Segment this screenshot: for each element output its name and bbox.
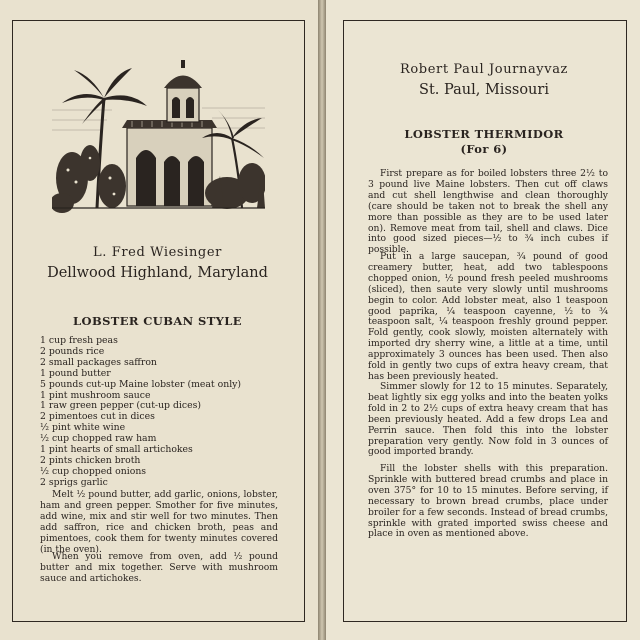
right-method-paragraph: Simmer slowly for 12 to 15 minutes. Separately, beat lightly six egg yolks and into the beaten yolks fold in 2 to 2½ cups of extra heavy cream that has been previously heated. Add a few drops Lea and Perrin sauce. Then fold this into the lobster preparation very gently. Now fold in 3 ounces of good imported brandy. (368, 381, 608, 458)
left-author-name: L. Fred Wiesinger (93, 245, 222, 260)
ingredient-item: 1 raw green pepper (cut-up dices) (40, 400, 201, 412)
ingredient-list (40, 336, 280, 489)
ingredient-item: 2 pints chicken broth (40, 454, 141, 466)
ingredient-item: 2 pounds rice (40, 345, 105, 357)
left-author-place: Dellwood Highland, Maryland (47, 265, 268, 281)
right-recipe-title: LOBSTER THERMIDOR (404, 127, 564, 141)
right-method-paragraph: First prepare as for boiled lobsters three 2½ to 3 pound live Maine lobsters. Then cut off claws and cut shell lengthwise and clean thoroughly (care should be taken not to break the shell any more than possible as they are to be used later on). Remove meat from tail, shell and claws. Dice into good sized pieces—½ to ¾ inch cubes if possible. (368, 168, 608, 256)
ingredient-item: 2 pimentoes cut in dices (40, 411, 155, 423)
ingredient-item: 1 cup fresh peas (40, 335, 118, 346)
book-gutter (318, 0, 326, 640)
ingredient-item: 5 pounds cut-up Maine lobster (meat only) (40, 378, 242, 390)
ingredient-item: 1 pint mushroom sauce (40, 389, 151, 401)
ingredient-item: 2 sprigs garlic (40, 476, 108, 488)
right-method-paragraph: Put in a large saucepan, ¾ pound of good creamery butter, heat, add two tablespoons chopped onion, ½ pound fresh peeled mushrooms (sliced), then saute very slowly until mushrooms begin to color. Add lobster meat, also 1 teaspoon good paprika, ¼ teaspoon cayenne, ½ to ¾ teaspoon salt, ¼ teaspoon freshly ground pepper. Fold gently, cook slowly, moisten alternately with imported dry sherry wine, a little at a time, until approximately 3 ounces has been used. Then also fold in gently two cups of extra heavy cream, that has been previously heated. (368, 251, 608, 382)
right-author-place: St. Paul, Missouri (419, 82, 549, 98)
ingredient-item: ½ cup chopped raw ham (40, 433, 157, 445)
left-method-paragraph: Melt ½ pound butter, add garlic, onions, lobster, ham and green pepper. Smother for five minutes, add wine, mix and stir well for two minutes. Then add saffron, rice and chicken broth, peas and pimentoes, cook them for twenty minutes covered (in the oven). (40, 489, 278, 555)
left-page (0, 0, 318, 640)
right-author-name: Robert Paul Journayvaz (399, 62, 568, 77)
left-recipe-title: LOBSTER CUBAN STYLE (73, 314, 242, 328)
ingredient-item: ½ pint white wine (40, 422, 126, 434)
ingredient-item: 2 small packages saffron (40, 356, 157, 368)
left-method-paragraph: When you remove from oven, add ½ pound butter and mix together. Serve with mushroom sauce and artichokes. (40, 551, 278, 584)
ingredient-item: 1 pint hearts of small artichokes (40, 444, 193, 456)
right-method-paragraph: Fill the lobster shells with this preparation. Sprinkle with buttered bread crumbs and place in oven 375° for 10 to 15 minutes. Before serving, if necessary to brown bread crumbs, place under broiler for a few seconds. Instead of bread crumbs, sprinkle with grated imported swiss cheese and place in oven as mentioned above. (368, 463, 608, 540)
ingredient-item: ½ cup chopped onions (40, 465, 147, 477)
mission-garden-illustration (52, 58, 265, 213)
recipe-servings: (For 6) (460, 142, 508, 156)
ingredient-item: 1 pound butter (40, 367, 111, 379)
right-page (326, 0, 640, 640)
